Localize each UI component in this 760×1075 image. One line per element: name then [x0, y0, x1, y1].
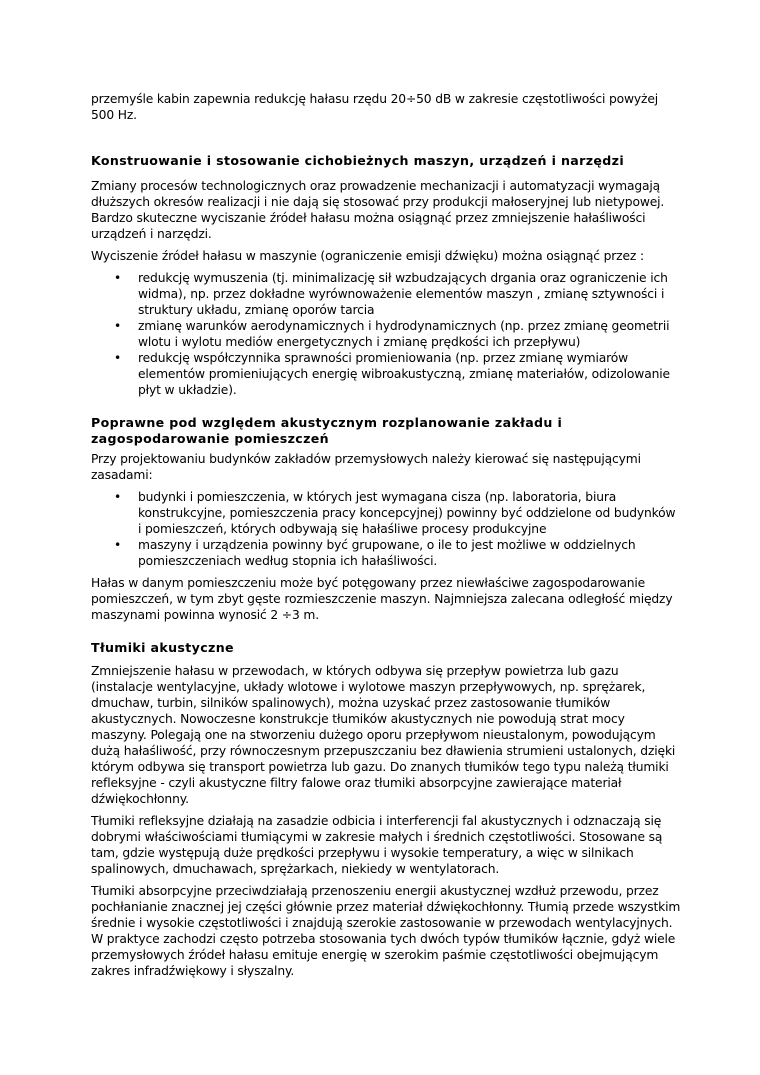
section-heading: Tłumiki akustyczne: [91, 640, 234, 655]
section-heading: Poprawne pod względem akustycznym rozplanowanie zakładu i zagospodarowanie pomieszczeń: [91, 415, 563, 446]
paragraph: Zmiany procesów technologicznych oraz prowadzenie mechanizacji i automatyzacji wymagają dłuższych okresów realizacji i nie dają się stosować przy produkcji małoseryjnej lub nietypowej. Bardzo skuteczne wyciszanie źródeł hałasu można osiągnąć przez zmniejszenie hałaśliwości urządzeń i narzędzi.: [91, 179, 665, 241]
section-rozplanowanie: [91, 415, 681, 623]
section-heading: Konstruowanie i stosowanie cichobieżnych maszyn, urządzeń i narzędzi: [91, 153, 624, 168]
paragraph: Zmniejszenie hałasu w przewodach, w których odbywa się przepływ powietrza lub gazu (instalacje wentylacyjne, układy wlotowe i wylotowe maszyn przepływowych, np. sprężarek, dmuchaw, turbin, silników spalinowych), można uzyskać przez zastosowanie tłumików akustycznych. Nowoczesne konstrukcje tłumików akustycznych nie powodują strat mocy maszyny. Polegają one na stworzeniu dużego oporu przepływom nieustalonym, powodującym dużą hałaśliwość, przy równoczesnym przepuszczaniu bez dławienia strumieni ustalonych, dzięki którym odbywa się transport powietrza lub gazu. Do znanych tłumików tego typu należą tłumiki refleksyjne - czyli akustyczne filtry falowe oraz tłumiki absorpcyjne zawierające materiał dźwiękochłonny.: [91, 664, 676, 806]
list-item: • redukcję wymuszenia (tj. minimalizację sił wzbudzających drgania oraz ograniczenie ich widma), np. przez dokładne wyrównoważenie elementów maszyn , zmianę sztywności i struktury układu, zmianę oporów tarcia: [91, 270, 681, 318]
paragraph: Tłumiki refleksyjne działają na zasadzie odbicia i interferencji fal akustycznych i odznaczają się dobrymi właściwościami tłumiącymi w zakresie małych i średnich częstotliwości. Stosowane są tam, gdzie występują duże prędkości przepływu i wysokie temperatury, a więc w silnikach spalinowych, dmuchawach, sprężarkach, niekiedy w wentylatorach.: [91, 814, 663, 876]
section-tlumiki: [91, 640, 681, 979]
paragraph: Wyciszenie źródeł hałasu w maszynie (ograniczenie emisji dźwięku) można osiągnąć przez :: [91, 249, 644, 263]
list-item: • redukcję współczynnika sprawności promieniowania (np. przez zmianę wymiarów elementów promieniujących energię wibroakustyczną, zmianę materiałów, odizolowanie płyt w układzie).: [91, 350, 681, 398]
bullet-list: [91, 270, 681, 398]
bullet-list: [91, 489, 681, 569]
section-cichobiezne: [91, 153, 681, 398]
paragraph: Tłumiki absorpcyjne przeciwdziałają przenoszeniu energii akustycznej wzdłuż przewodu, przez pochłanianie znacznej jej części głównie przez materiał dźwiękochłonny. Tłumią przede wszystkim średnie i wysokie częstotliwości i znajdują szerokie zastosowanie w przewodach wentylacyjnych. W praktyce zachodzi często potrzeba stosowania tych dwóch typów tłumików łącznie, gdyż wiele przemysłowych źródeł hałasu emituje energię w szerokim paśmie częstotliwości obejmującym zakres infradźwiękowy i słyszalny.: [91, 884, 681, 978]
list-item: • budynki i pomieszczenia, w których jest wymagana cisza (np. laboratoria, biura konstrukcyjne, pomieszczenia pracy koncepcyjnej) powinny być oddzielone od budynków i pomieszczeń, których odbywają się hałaśliwe procesy produkcyjne: [91, 489, 681, 537]
intro-paragraph: przemyśle kabin zapewnia redukcję hałasu rzędu 20÷50 dB w zakresie częstotliwości powyżej 500 Hz.: [91, 92, 659, 122]
list-item: • zmianę warunków aerodynamicznych i hydrodynamicznych (np. przez zmianę geometrii wlotu i wylotu mediów energetycznych i zmianę prędkości ich przepływu): [91, 318, 681, 350]
intro-block: [91, 91, 681, 123]
paragraph: Przy projektowaniu budynków zakładów przemysłowych należy kierować się następującymi zasadami:: [91, 452, 641, 482]
list-item: • maszyny i urządzenia powinny być grupowane, o ile to jest możliwe w oddzielnych pomieszczeniach według stopnia ich hałaśliwości.: [91, 537, 681, 569]
paragraph: Hałas w danym pomieszczeniu może być potęgowany przez niewłaściwe zagospodarowanie pomieszczeń, w tym zbyt gęste rozmieszczenie maszyn. Najmniejsza zalecana odległość między maszynami powinna wynosić 2 ÷3 m.: [91, 576, 673, 622]
